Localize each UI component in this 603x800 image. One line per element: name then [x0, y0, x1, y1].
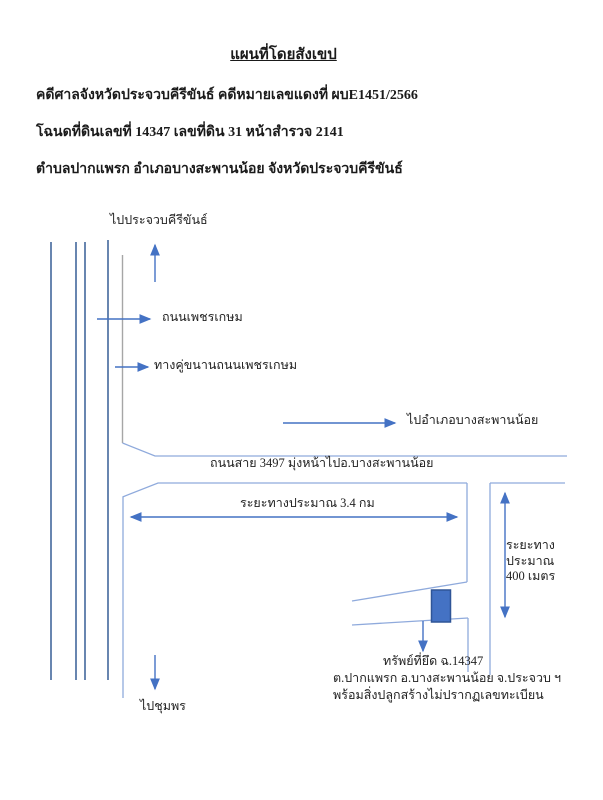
route-3497-north-edge: [123, 443, 568, 456]
seized-parcel-marker: [432, 590, 451, 622]
label-property-note: พร้อมสิ่งปลูกสร้างไม่ปรากฏเลขทะเบียน: [333, 688, 544, 702]
label-distance-3-4-km: ระยะทางประมาณ 3.4 กม: [240, 496, 375, 510]
label-property-location: ต.ปากแพรก อ.บางสะพานน้อย จ.ประจวบ ฯ: [333, 671, 562, 685]
label-to-prachuap: ไปประจวบคีรีขันธ์: [110, 213, 208, 227]
page-title-text: แผนที่โดยสังเขป: [230, 47, 337, 63]
label-distance-400-m-line2: 400 เมตร: [506, 569, 556, 584]
location-line: ตำบลปากแพรก อำเภอบางสะพานน้อย จังหวัดประจวบคีรีขันธ์: [36, 162, 403, 177]
label-distance-400-m: [506, 538, 592, 585]
label-property-title: ทรัพย์ที่ยึด ฉ.14347: [383, 654, 484, 668]
label-route-3497: ถนนสาย 3497 มุ่งหน้าไปอ.บางสะพานน้อย: [210, 456, 434, 470]
label-to-bang-saphan-noi: ไปอำเภอบางสะพานน้อย: [407, 413, 539, 427]
label-parallel-road: ทางคู่ขนานถนนเพชรเกษม: [154, 358, 298, 372]
deed-number-line: โฉนดที่ดินเลขที่ 14347 เลขที่ดิน 31 หน้าสำรวจ 2141: [36, 125, 344, 140]
label-phetkasem-road: ถนนเพชรเกษม: [162, 310, 243, 324]
label-distance-400-m-line1: ระยะทางประมาณ: [506, 538, 555, 568]
route-3497-south-edge-left: [123, 483, 468, 497]
label-to-chumphon: ไปชุมพร: [140, 699, 186, 713]
case-number-line: คดีศาลจังหวัดประจวบคีรีขันธ์ คดีหมายเลขแดงที่ ผบE1451/2566: [36, 88, 418, 103]
